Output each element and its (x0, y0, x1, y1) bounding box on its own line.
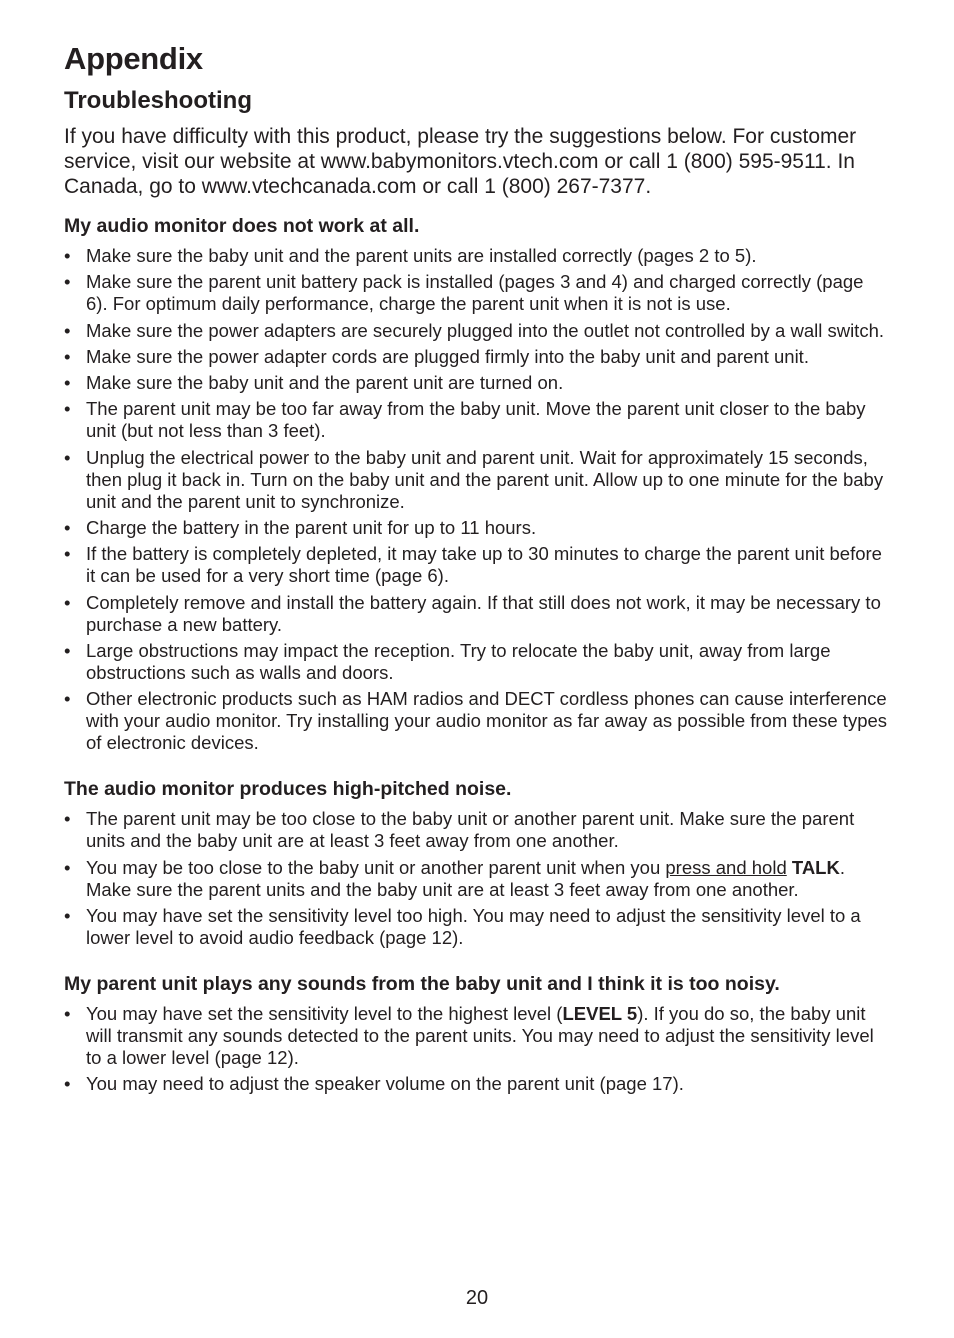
list-item: • Make sure the baby unit and the parent unit are turned on. (64, 372, 564, 394)
list-item: • Large obstructions may impact the reception. Try to relocate the baby unit, away from large obstructions such as walls and doors. (64, 639, 831, 683)
talk-key-label: TALK (791, 856, 840, 878)
list-item: • Charge the battery in the parent unit for up to 11 hours. (64, 517, 537, 539)
list-item: • You may need to adjust the speaker volume on the parent unit (page 17). (64, 1073, 684, 1095)
suggestion-list (64, 808, 890, 949)
bullet: • (64, 345, 71, 367)
bullet: • (64, 543, 71, 565)
underlined-instruction: press and hold (665, 856, 787, 878)
bullet: • (64, 808, 71, 830)
list-item: • Unplug the electrical power to the baby unit and parent unit. Wait for approximately 15 seconds, then plug it back in. Turn on the baby unit and the parent unit. Allow up to one minute for the baby unit and the parent unit to synchronize. (64, 446, 884, 512)
issue-title-too-noisy: My parent unit plays any sounds from the baby unit and I think it is too noisy. (64, 972, 780, 995)
list-item: • Make sure the baby unit and the parent units are installed correctly (pages 2 to 5). (64, 245, 757, 266)
bullet: • (64, 398, 71, 420)
bullet: • (64, 639, 71, 661)
list-item: • Other electronic products such as HAM radios and DECT cordless phones can cause interference with your audio monitor. Try installing your audio monitor as far away as possible from these types of electronic devices. (64, 688, 888, 754)
list-item: • Make sure the power adapter cords are plugged firmly into the baby unit and parent unit. (64, 345, 809, 367)
bullet: • (64, 1002, 71, 1024)
bullet: • (64, 591, 71, 613)
bullet: • (64, 245, 71, 266)
list-item: • Make sure the parent unit battery pack is installed (pages 3 and 4) and charged correctly (page 6). For optimum daily performance, charge the parent unit when it is not is use. (64, 271, 864, 315)
bullet: • (64, 856, 71, 878)
list-item: • You may have set the sensitivity level to the highest level (LEVEL 5). If you do so, the baby unit will transmit any sounds detected to the parent units. You may need to adjust the sensitivity level to a lower level (page 12). (64, 1002, 874, 1068)
page-number: 20 (465, 1287, 489, 1309)
list-item: • The parent unit may be too close to the baby unit or another parent unit. Make sure the parent units and the baby unit are at least 3 feet away from one another. (64, 808, 855, 852)
bullet: • (64, 446, 71, 468)
list-item: • The parent unit may be too far away from the baby unit. Move the parent unit closer to the baby unit (but not less than 3 feet). (64, 398, 866, 442)
suggestion-list (64, 1003, 890, 1095)
list-item: • Make sure the power adapters are securely plugged into the outlet not controlled by a wall switch. (64, 319, 885, 341)
level-label: LEVEL 5 (562, 1002, 638, 1024)
bullet: • (64, 319, 71, 341)
list-item: • You may have set the sensitivity level too high. You may need to adjust the sensitivity level to a lower level to avoid audio feedback (page 12). (64, 904, 861, 948)
bullet: • (64, 1073, 71, 1095)
suggestion-list (64, 245, 890, 754)
bullet: • (64, 688, 71, 710)
manual-page (64, 38, 890, 1099)
bullet: • (64, 372, 71, 394)
issue-title-not-working: My audio monitor does not work at all. (64, 215, 420, 237)
issue-title-high-pitched-noise: The audio monitor produces high-pitched noise. (64, 778, 512, 801)
bullet: • (64, 904, 71, 926)
bullet: • (64, 517, 71, 539)
list-item: • Completely remove and install the battery again. If that still does not work, it may be necessary to purchase a new battery. (64, 591, 881, 635)
list-item: • If the battery is completely depleted, it may take up to 30 minutes to charge the parent unit before it can be used for a very short time (page 6). (64, 543, 882, 587)
intro-paragraph: If you have difficulty with this product, please try the suggestions below. For customer service, visit our website at www.babymonitors.vtech.com or call 1 (800) 595-9511. In Canada, go to www.vtechcanada.com or call 1 (800) 267-7377. (64, 125, 857, 198)
page-heading: Appendix (64, 41, 203, 76)
bullet: • (64, 271, 71, 293)
list-item: • You may be too close to the baby unit or another parent unit when you press and hold TALK. Make sure the parent units and the baby unit are at least 3 feet away from one another. (64, 856, 845, 900)
section-heading: Troubleshooting (64, 87, 252, 114)
